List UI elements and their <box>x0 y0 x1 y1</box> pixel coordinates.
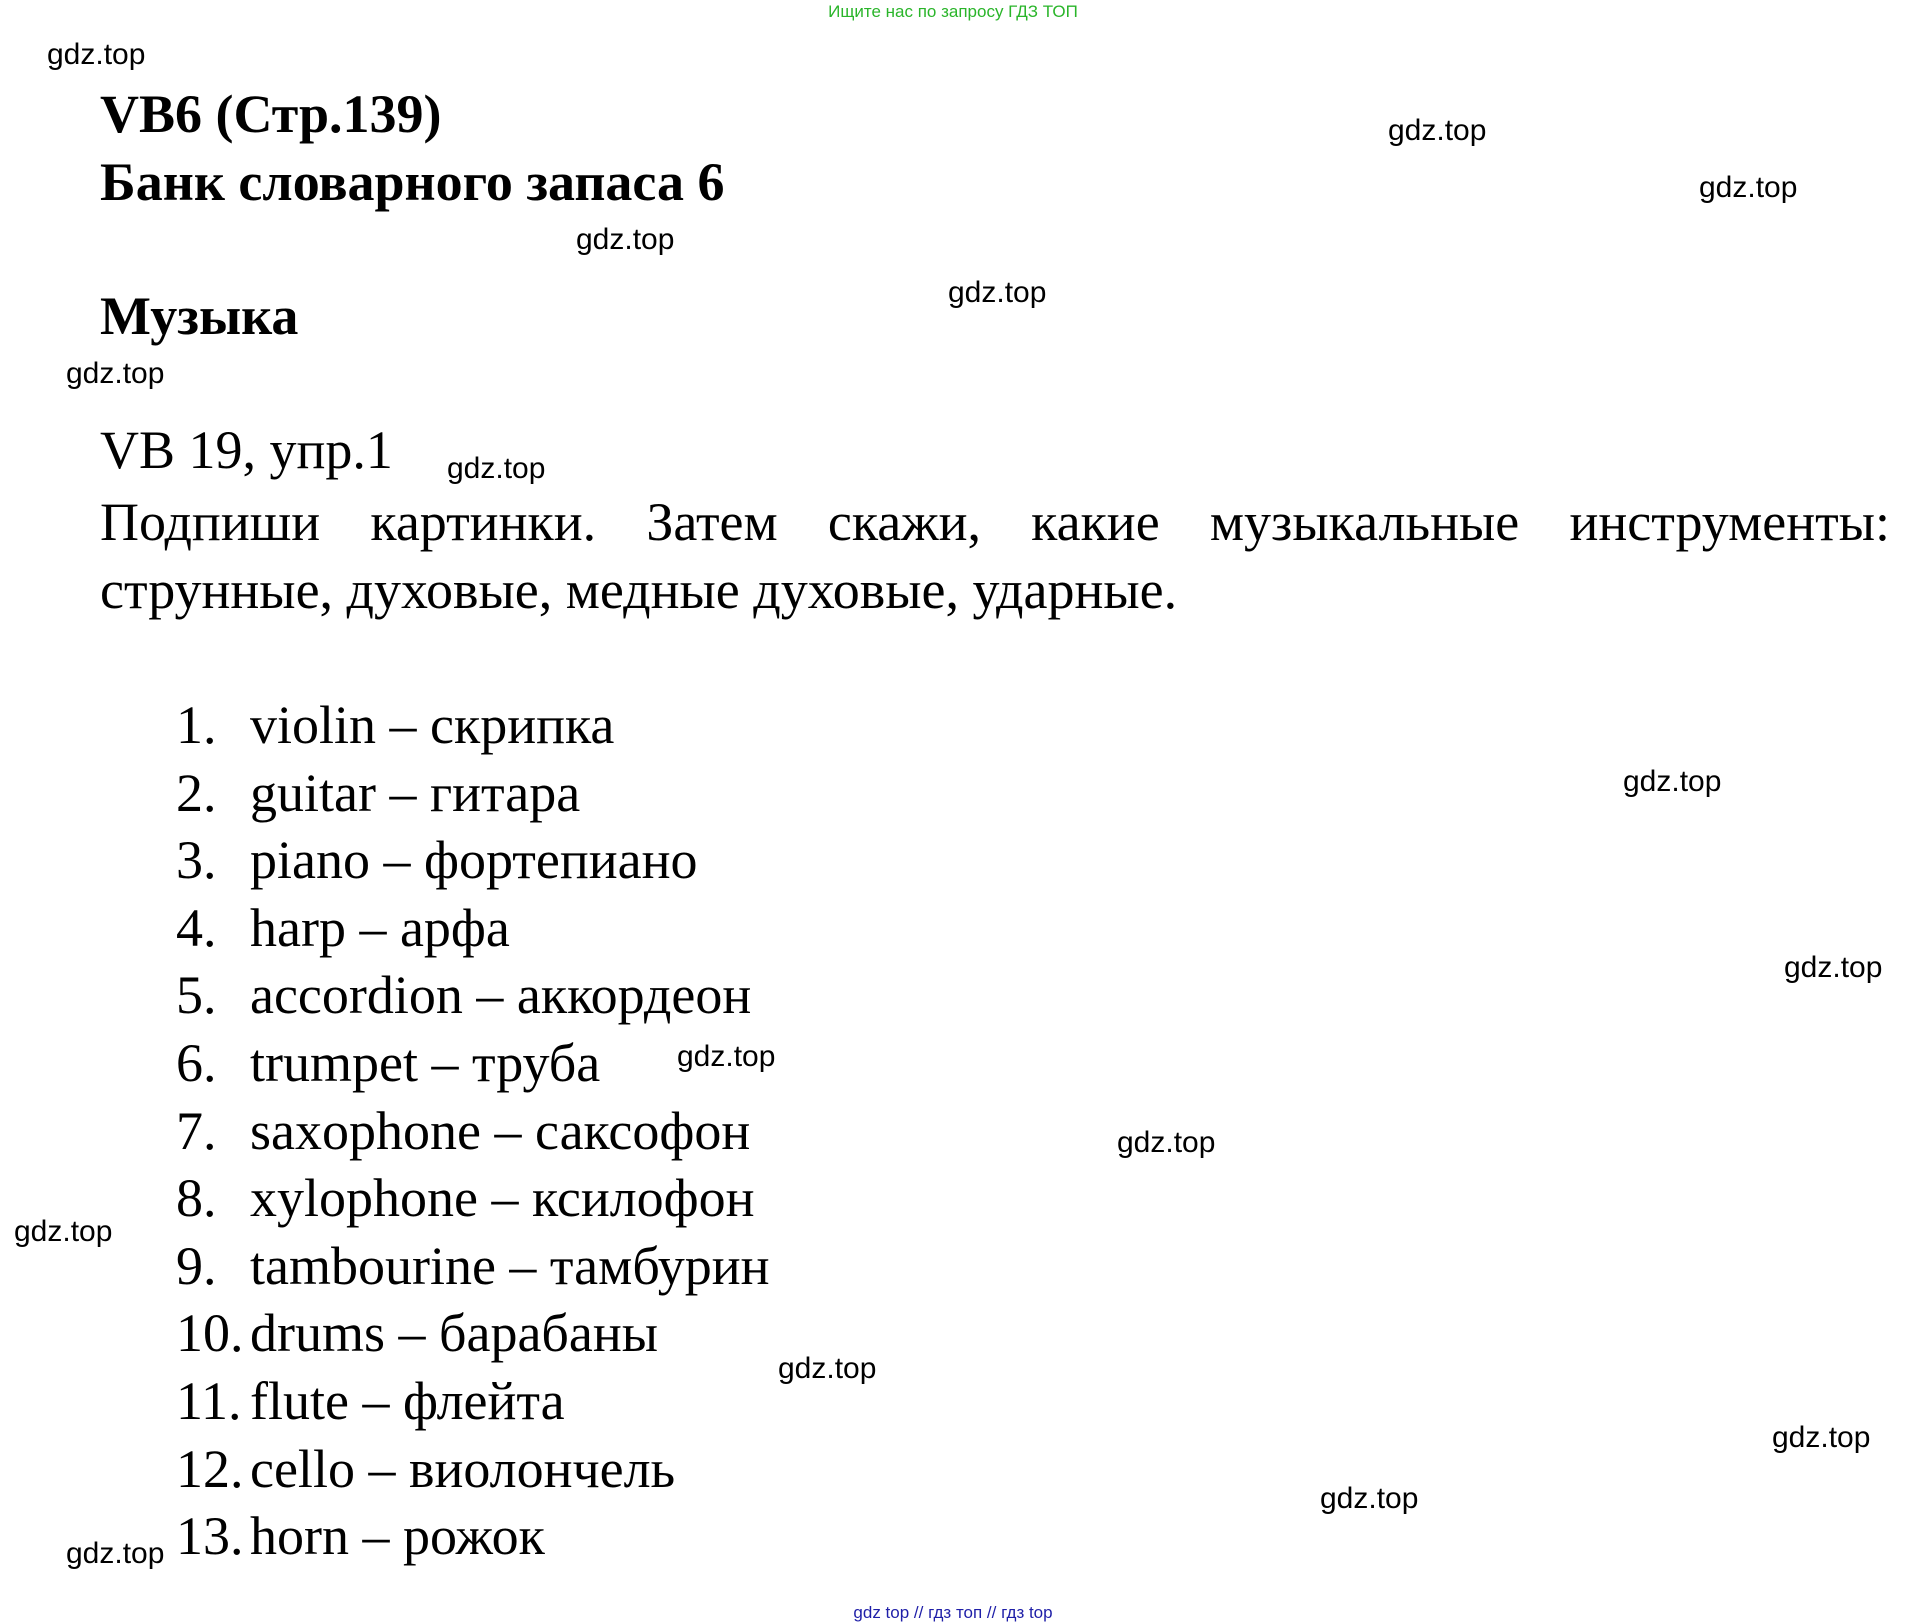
section-title: Музыка <box>100 286 299 346</box>
list-item <box>176 692 770 760</box>
page-subtitle: Банк словарного запаса 6 <box>100 152 725 212</box>
item-number: 7. <box>176 1100 217 1161</box>
page-title: VB6 (Стр.139) <box>100 84 442 144</box>
item-number: 12. <box>176 1438 244 1499</box>
item-number: 5. <box>176 965 217 1026</box>
list-item <box>176 760 770 828</box>
watermark: gdz.top <box>1772 1421 1871 1454</box>
item-text: tambourine – тамбурин <box>250 1235 770 1296</box>
watermark: gdz.top <box>1320 1482 1419 1515</box>
item-text: accordion – аккордеон <box>250 965 752 1026</box>
item-text: saxophone – саксофон <box>250 1100 751 1161</box>
item-text: flute – флейта <box>250 1370 565 1431</box>
watermark: gdz.top <box>447 452 546 485</box>
list-item <box>176 1098 770 1166</box>
item-text: drums – барабаны <box>250 1303 659 1364</box>
item-text: piano – фортепиано <box>250 830 698 891</box>
watermark: gdz.top <box>778 1352 877 1385</box>
top-banner: Ищите нас по запросу ГДЗ ТОП <box>828 2 1078 21</box>
item-number: 13. <box>176 1506 244 1567</box>
footer-banner: gdz top // гдз топ // гдз top <box>853 1603 1053 1622</box>
exercise-reference: VB 19, упр.1 <box>100 420 393 480</box>
list-item <box>176 1300 770 1368</box>
vocabulary-list <box>176 692 770 1571</box>
list-item <box>176 1233 770 1301</box>
item-number: 1. <box>176 695 217 755</box>
watermark: gdz.top <box>1623 765 1722 798</box>
watermark: gdz.top <box>1388 114 1487 147</box>
list-item <box>176 1436 770 1504</box>
item-number: 6. <box>176 1032 217 1093</box>
watermark: gdz.top <box>677 1040 776 1073</box>
list-item <box>176 1503 770 1571</box>
watermark: gdz.top <box>1699 171 1798 204</box>
watermark: gdz.top <box>14 1215 113 1248</box>
item-text: cello – виолончель <box>250 1438 676 1499</box>
list-item <box>176 895 770 963</box>
watermark: gdz.top <box>66 357 165 390</box>
item-number: 8. <box>176 1168 217 1229</box>
item-text: trumpet – труба <box>250 1032 601 1093</box>
item-number: 11. <box>176 1370 242 1431</box>
watermark: gdz.top <box>948 276 1047 309</box>
item-text: violin – скрипка <box>250 695 615 755</box>
watermark: gdz.top <box>1784 951 1883 984</box>
item-text: horn – рожок <box>250 1506 545 1567</box>
item-number: 10. <box>176 1303 244 1364</box>
item-text: guitar – гитара <box>250 762 581 823</box>
watermark: gdz.top <box>576 223 675 256</box>
watermark: gdz.top <box>1117 1126 1216 1159</box>
list-item <box>176 1368 770 1436</box>
item-number: 4. <box>176 897 217 958</box>
watermark: gdz.top <box>66 1537 165 1570</box>
item-number: 2. <box>176 762 217 823</box>
list-item <box>176 1165 770 1233</box>
list-item <box>176 827 770 895</box>
exercise-instructions: Подпиши картинки. Затем скажи, какие музыкальные инструменты: струнные, духовые, медные духовые, ударные. <box>100 492 1890 620</box>
item-number: 9. <box>176 1235 217 1296</box>
item-number: 3. <box>176 830 217 891</box>
item-text: xylophone – ксилофон <box>250 1168 755 1229</box>
watermark: gdz.top <box>47 38 146 71</box>
item-text: harp – арфа <box>250 897 510 958</box>
list-item <box>176 962 770 1030</box>
